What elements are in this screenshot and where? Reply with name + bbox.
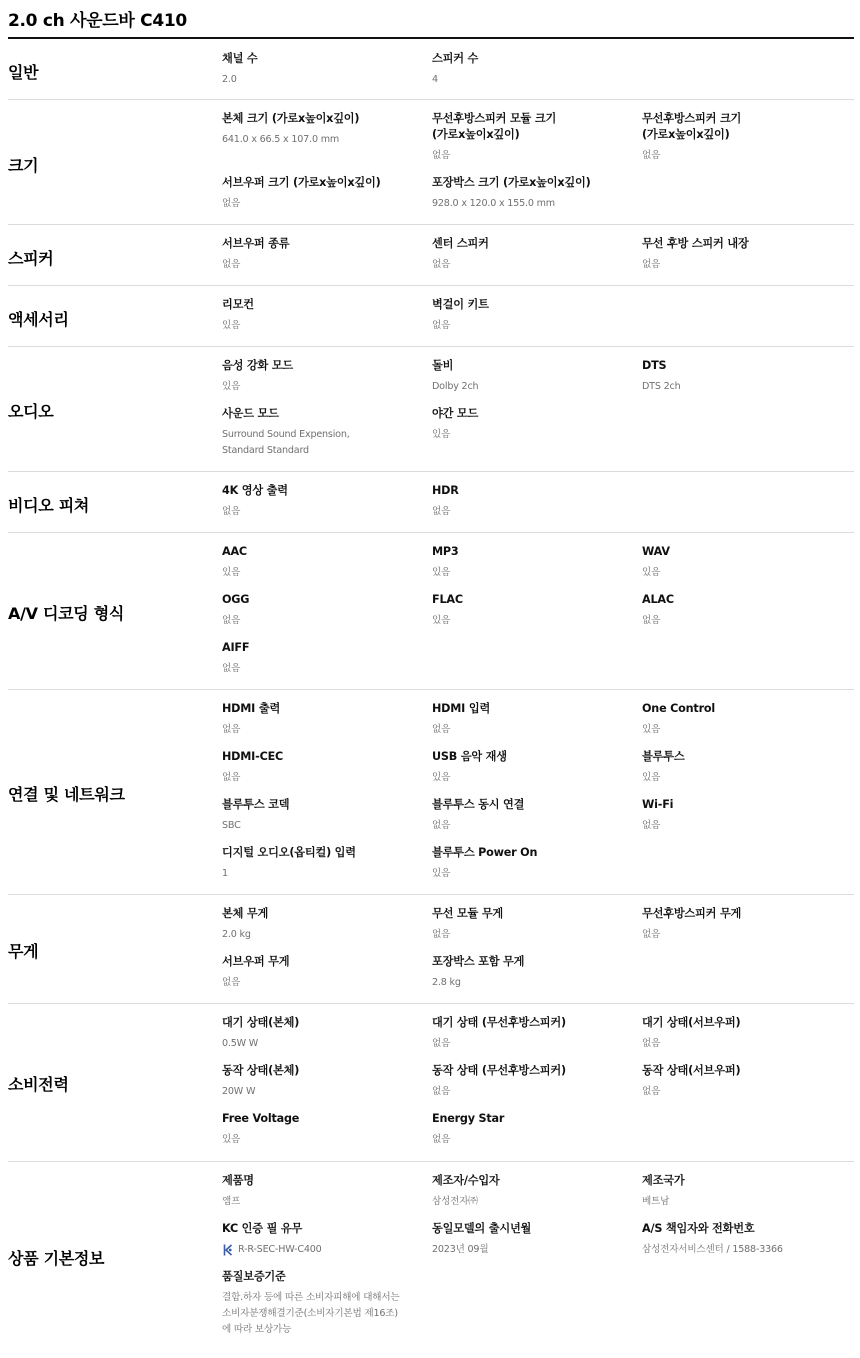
spec-label: Wi-Fi <box>642 798 674 811</box>
spec-value: 없음 <box>222 615 241 626</box>
spec-value: 있음 <box>642 567 661 578</box>
spec-item <box>222 701 427 738</box>
spec-label: 센터 스피커 <box>432 237 489 250</box>
spec-value: 없음 <box>642 929 661 940</box>
spec-item <box>222 1111 427 1148</box>
spec-item <box>222 906 427 943</box>
spec-item <box>432 236 637 273</box>
spec-label: 무선 모듈 무게 <box>432 907 504 920</box>
spec-value: 있음 <box>432 615 451 626</box>
spec-label: HDMI-CEC <box>222 750 284 763</box>
section-power <box>8 1004 854 1162</box>
spec-item <box>642 797 847 834</box>
spec-label: Free Voltage <box>222 1112 300 1125</box>
spec-label: USB 음악 재생 <box>432 750 507 763</box>
spec-value: 없음 <box>642 1038 661 1049</box>
spec-value: 2.0 kg <box>222 929 251 940</box>
spec-value: 있음 <box>222 1134 241 1145</box>
spec-label: 본체 크기 (가로x높이x깊이) <box>222 112 360 125</box>
spec-value: 없음 <box>642 259 661 270</box>
spec-value: 없음 <box>642 1086 661 1097</box>
spec-value: 없음 <box>432 929 451 940</box>
section-title: 크기 <box>8 156 39 175</box>
section-title: 오디오 <box>8 402 54 421</box>
spec-label: 리모컨 <box>222 298 254 311</box>
spec-item <box>642 1221 847 1258</box>
spec-label: 스피커 수 <box>432 52 479 65</box>
spec-label: 무선후방스피커 모듈 크기 (가로x높이x깊이) <box>432 112 557 141</box>
spec-item <box>222 175 427 212</box>
spec-label: DTS <box>642 359 667 372</box>
spec-item <box>642 1173 847 1210</box>
spec-item <box>222 1015 427 1052</box>
spec-label: 블루투스 동시 연결 <box>432 798 525 811</box>
section-accessories <box>8 286 854 347</box>
spec-value: 4 <box>432 74 438 85</box>
spec-value: 없음 <box>642 615 661 626</box>
spec-label: 야간 모드 <box>432 407 479 420</box>
spec-value: 앰프 <box>222 1196 241 1207</box>
spec-item <box>222 1269 402 1338</box>
spec-item <box>222 640 427 677</box>
spec-label: 품질보증기준 <box>222 1270 286 1283</box>
spec-item <box>222 797 427 834</box>
spec-label: 동일모델의 출시년월 <box>432 1222 532 1235</box>
spec-label: ALAC <box>642 593 674 606</box>
spec-item <box>432 749 637 786</box>
spec-value: 없음 <box>222 506 241 517</box>
spec-item <box>222 749 427 786</box>
spec-item <box>432 797 637 834</box>
spec-label: KC 인증 필 유무 <box>222 1222 303 1235</box>
spec-value: 1 <box>222 868 228 879</box>
spec-value: 있음 <box>642 772 661 783</box>
spec-value: 없음 <box>432 1134 451 1145</box>
section-general <box>8 39 854 100</box>
section-dimensions <box>8 100 854 225</box>
spec-item <box>432 297 637 334</box>
spec-item <box>222 845 427 882</box>
spec-label: HDMI 출력 <box>222 702 281 715</box>
spec-item <box>642 111 754 164</box>
spec-label: 동작 상태(본체) <box>222 1064 300 1077</box>
spec-label: AIFF <box>222 641 250 654</box>
spec-value: 있음 <box>432 772 451 783</box>
spec-label: 포장박스 포함 무게 <box>432 955 525 968</box>
spec-value: 없음 <box>222 198 241 209</box>
spec-value: 641.0 x 66.5 x 107.0 mm <box>222 134 339 145</box>
spec-item <box>642 1015 847 1052</box>
spec-label: 4K 영상 출력 <box>222 484 288 497</box>
spec-item <box>642 544 847 581</box>
spec-label: HDMI 입력 <box>432 702 491 715</box>
spec-value: 0.5W W <box>222 1038 259 1049</box>
spec-item <box>222 544 427 581</box>
spec-item <box>642 236 847 273</box>
spec-item <box>642 358 847 395</box>
spec-label: 동작 상태(서브우퍼) <box>642 1064 741 1077</box>
spec-label: 블루투스 코덱 <box>222 798 290 811</box>
spec-label: 서브우퍼 종류 <box>222 237 290 250</box>
spec-value: 없음 <box>642 820 661 831</box>
spec-item <box>222 358 427 395</box>
spec-label: A/S 책임자와 전화번호 <box>642 1222 755 1235</box>
spec-label: 서브우퍼 무게 <box>222 955 290 968</box>
spec-label: 음성 강화 모드 <box>222 359 294 372</box>
spec-value: 삼성전자㈜ <box>432 1196 478 1207</box>
spec-item <box>222 297 427 334</box>
spec-label: 동작 상태 (무선후방스피커) <box>432 1064 566 1077</box>
spec-value: 없음 <box>432 724 451 735</box>
spec-item <box>642 1063 847 1100</box>
spec-item <box>432 1063 637 1100</box>
spec-value: 있음 <box>432 567 451 578</box>
spec-value: 없음 <box>432 506 451 517</box>
spec-value: 없음 <box>432 1038 451 1049</box>
spec-item <box>222 592 427 629</box>
spec-item <box>222 1173 427 1210</box>
spec-label: 대기 상태(본체) <box>222 1016 300 1029</box>
spec-item <box>642 906 847 943</box>
section-title: 스피커 <box>8 249 54 268</box>
spec-item <box>222 111 427 148</box>
spec-item <box>222 1063 427 1100</box>
spec-value: 없음 <box>432 820 451 831</box>
spec-value: 없음 <box>222 977 241 988</box>
section-title: A/V 디코딩 형식 <box>8 604 125 623</box>
section-title: 액세서리 <box>8 310 69 329</box>
spec-value: 베트남 <box>642 1196 670 1207</box>
spec-label: 블루투스 <box>642 750 685 763</box>
spec-label: 제조국가 <box>642 1174 685 1187</box>
spec-label: HDR <box>432 484 459 497</box>
spec-value: 없음 <box>222 772 241 783</box>
spec-item <box>432 175 637 212</box>
spec-label: AAC <box>222 545 247 558</box>
spec-label: 제조자/수입자 <box>432 1174 500 1187</box>
spec-item <box>222 954 427 991</box>
section-title: 비디오 피쳐 <box>8 496 90 515</box>
spec-item <box>432 51 637 88</box>
section-av-decoding <box>8 533 854 690</box>
section-title: 소비전력 <box>8 1075 69 1094</box>
section-weight <box>8 895 854 1004</box>
spec-label: 대기 상태(서브우퍼) <box>642 1016 741 1029</box>
spec-item <box>642 749 847 786</box>
spec-value: 없음 <box>432 1086 451 1097</box>
spec-item <box>432 358 637 395</box>
spec-value: 있음 <box>222 567 241 578</box>
spec-label: 벽걸이 키트 <box>432 298 489 311</box>
spec-value: 없음 <box>432 259 451 270</box>
spec-label: 포장박스 크기 (가로x높이x깊이) <box>432 176 591 189</box>
spec-item <box>432 1221 637 1258</box>
spec-value: 2.8 kg <box>432 977 461 988</box>
spec-label: 서브우퍼 크기 (가로x높이x깊이) <box>222 176 381 189</box>
spec-item <box>432 845 637 882</box>
kc-mark-icon <box>222 1244 233 1256</box>
spec-value: 있음 <box>222 381 241 392</box>
spec-value: 2.0 <box>222 74 237 85</box>
spec-label: MP3 <box>432 545 459 558</box>
spec-label: 본체 무게 <box>222 907 269 920</box>
spec-value: Surround Sound Expension, Standard Standard <box>222 429 350 456</box>
section-audio <box>8 347 854 472</box>
spec-item <box>432 483 637 520</box>
spec-label: WAV <box>642 545 670 558</box>
section-product-info <box>8 1162 854 1352</box>
spec-label: 무선후방스피커 크기 (가로x높이x깊이) <box>642 112 742 141</box>
spec-label: 블루투스 Power On <box>432 846 538 859</box>
spec-value: 없음 <box>222 663 241 674</box>
spec-item <box>432 544 637 581</box>
spec-item <box>432 1111 637 1148</box>
spec-value: 없음 <box>642 150 661 161</box>
section-title: 일반 <box>8 63 39 82</box>
page-title: 2.0 ch 사운드바 C410 <box>8 11 187 31</box>
spec-item <box>432 406 637 443</box>
spec-label: 무선후방스피커 무게 <box>642 907 742 920</box>
spec-label: Energy Star <box>432 1112 505 1125</box>
section-speaker <box>8 225 854 286</box>
spec-label: 채널 수 <box>222 52 258 65</box>
spec-value: DTS 2ch <box>642 381 681 392</box>
section-title: 연결 및 네트워크 <box>8 785 125 804</box>
spec-label: 무선 후방 스피커 내장 <box>642 237 749 250</box>
section-title: 상품 기본정보 <box>8 1249 105 1268</box>
spec-value: 없음 <box>222 724 241 735</box>
spec-item <box>432 592 637 629</box>
spec-label: One Control <box>642 702 716 715</box>
spec-label: 제품명 <box>222 1174 254 1187</box>
spec-item <box>432 1015 637 1052</box>
spec-value: 있음 <box>642 724 661 735</box>
kc-cert-row <box>222 1242 427 1258</box>
spec-value: 없음 <box>432 150 451 161</box>
spec-label: OGG <box>222 593 250 606</box>
spec-label: 디지털 오디오(옵티컬) 입력 <box>222 846 356 859</box>
spec-value: 20W W <box>222 1086 256 1097</box>
spec-item <box>222 51 427 88</box>
spec-value: 있음 <box>432 429 451 440</box>
section-connectivity <box>8 690 854 895</box>
spec-item <box>432 906 637 943</box>
spec-item <box>222 1221 427 1258</box>
section-title: 무게 <box>8 942 39 961</box>
spec-value: SBC <box>222 820 241 831</box>
spec-value: 2023년 09월 <box>432 1244 489 1255</box>
spec-item <box>222 483 427 520</box>
spec-label: FLAC <box>432 593 463 606</box>
spec-value: 928.0 x 120.0 x 155.0 mm <box>432 198 555 209</box>
section-video-features <box>8 472 854 533</box>
spec-value: 결함.하자 등에 따른 소비자피해에 대해서는 소비자분쟁해결기준(소비자기본법 제16조)에 따라 보상가능 <box>222 1292 400 1335</box>
spec-value: 있음 <box>222 320 241 331</box>
spec-item <box>432 701 637 738</box>
spec-label: 대기 상태 (무선후방스피커) <box>432 1016 566 1029</box>
spec-item <box>222 236 427 273</box>
spec-value: 없음 <box>432 320 451 331</box>
spec-value: 없음 <box>222 259 241 270</box>
spec-item <box>432 954 637 991</box>
spec-item <box>432 111 572 164</box>
spec-item <box>432 1173 637 1210</box>
spec-value: Dolby 2ch <box>432 381 479 392</box>
spec-value: 있음 <box>432 868 451 879</box>
spec-value: 삼성전자서비스센터 / 1588-3366 <box>642 1244 783 1255</box>
spec-label: 돌비 <box>432 359 454 372</box>
spec-item <box>222 406 394 459</box>
spec-item <box>642 592 847 629</box>
spec-value: R-R-SEC-HW-C400 <box>238 1244 322 1255</box>
spec-item <box>642 701 847 738</box>
spec-label: 사운드 모드 <box>222 407 279 420</box>
